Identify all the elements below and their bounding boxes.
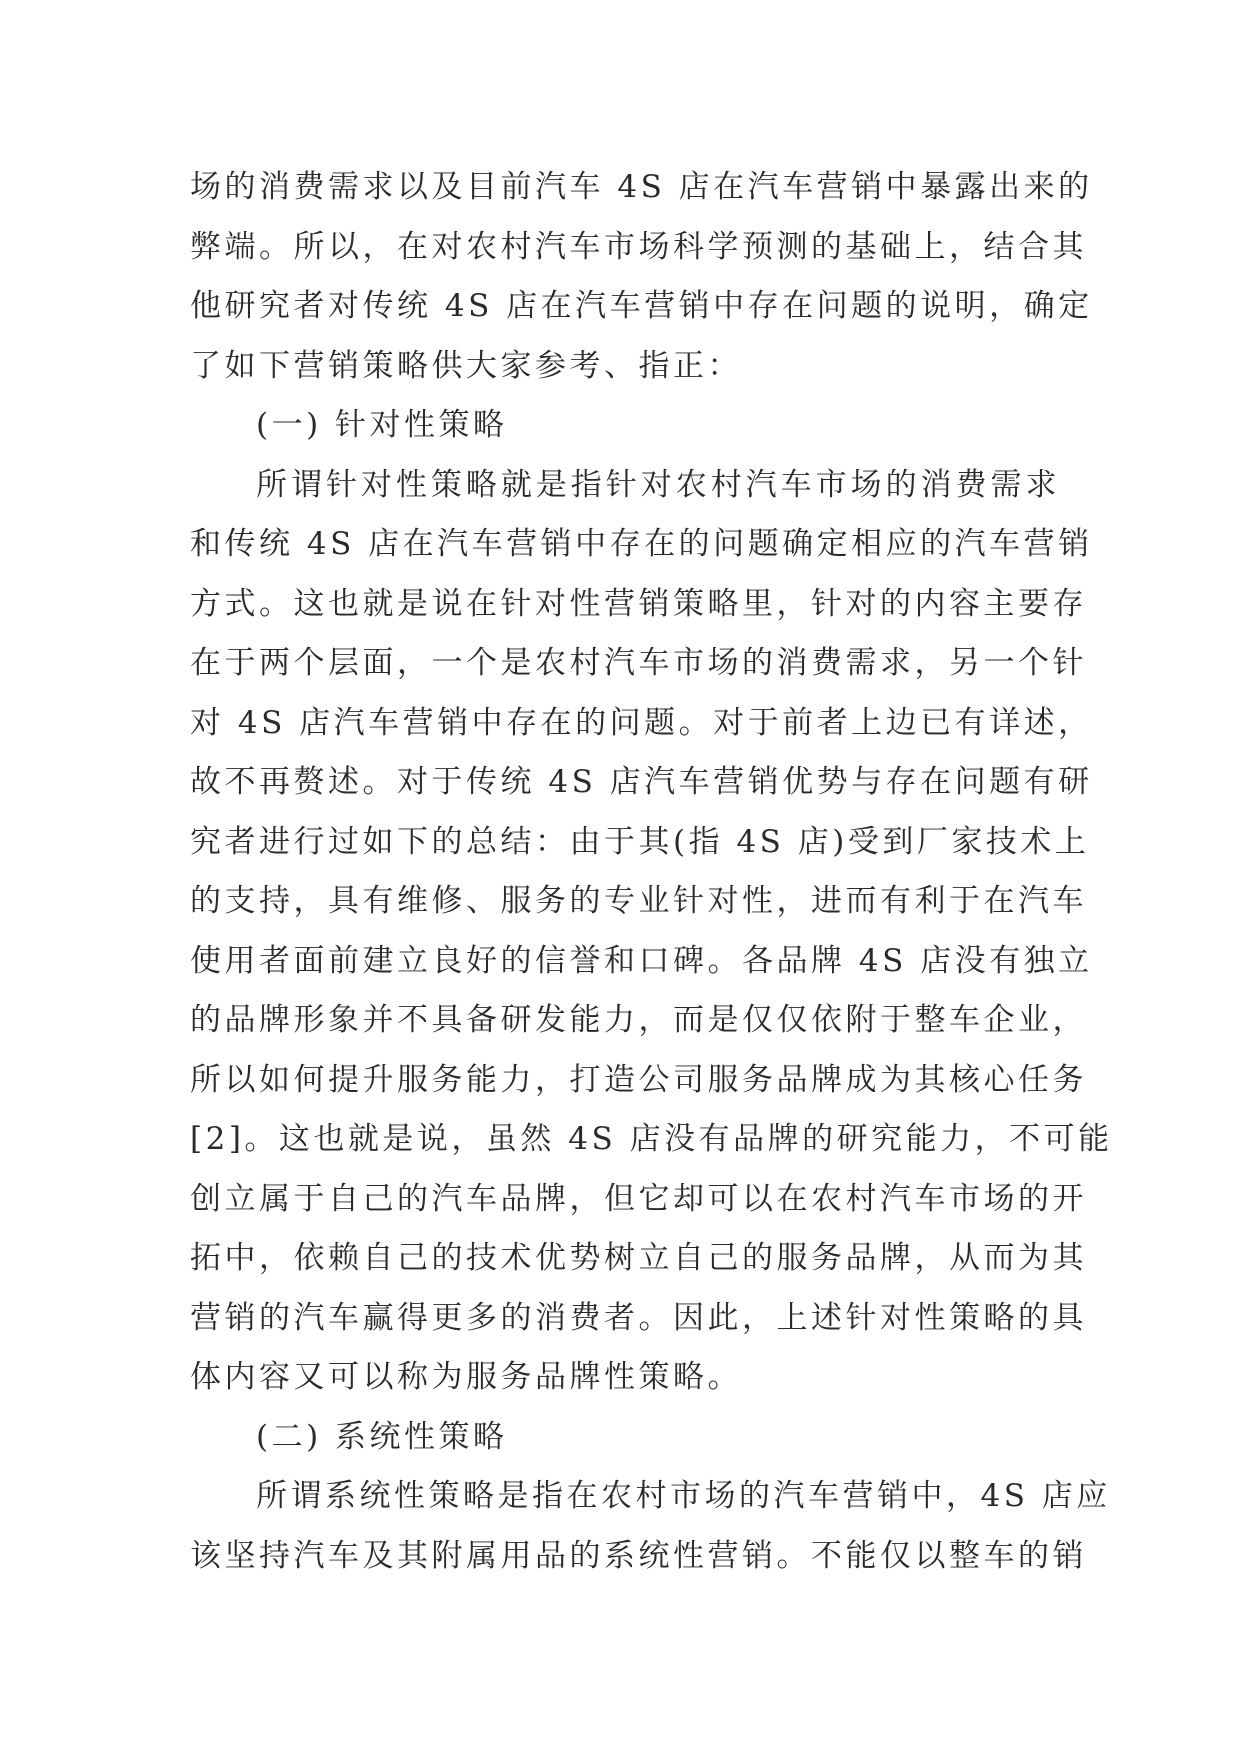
text-line: 他研究者对传统 4S 店在汽车营销中存在问题的说明，确定 xyxy=(190,288,1093,324)
text-line: 所以如何提升服务能力，打造公司服务品牌成为其核心任务 xyxy=(190,1061,1087,1098)
text-line: 营销的汽车赢得更多的消费者。因此，上述针对性策略的具 xyxy=(190,1299,1087,1336)
text-line: 方式。这也就是说在针对性营销策略里，针对的内容主要存 xyxy=(190,585,1087,622)
text-line: 对 4S 店汽车营销中存在的问题。对于前者上边已有详述， xyxy=(190,704,1093,741)
text-line: 创立属于自己的汽车品牌，但它却可以在农村汽车市场的开 xyxy=(190,1180,1087,1217)
paragraph-first-line: 所谓系统性策略是指在农村市场的汽车营销中，4S 店应 xyxy=(256,1478,1111,1514)
section-heading-1: (一) 针对性策略 xyxy=(256,407,508,443)
text-line: 该坚持汽车及其附属用品的系统性营销。不能仅以整车的销 xyxy=(190,1537,1087,1574)
text-line: 了如下营销策略供大家参考、指正： xyxy=(190,347,742,384)
text-line: 使用者面前建立良好的信誉和口碑。各品牌 4S 店没有独立 xyxy=(190,942,1093,979)
text-line: 和传统 4S 店在汽车营销中存在的问题确定相应的汽车营销 xyxy=(190,526,1093,562)
text-line: 拓中，依赖自己的技术优势树立自己的服务品牌，从而为其 xyxy=(190,1240,1087,1276)
text-line: 的品牌形象并不具备研发能力，而是仅仅依附于整车企业， xyxy=(190,1002,1087,1038)
paragraph-first-line: 所谓针对性策略就是指针对农村汽车市场的消费需求 xyxy=(256,466,1060,503)
text-line: 弊端。所以，在对农村汽车市场科学预测的基础上，结合其 xyxy=(190,228,1087,265)
section-heading-2: (二) 系统性策略 xyxy=(256,1418,508,1455)
text-line: 体内容又可以称为服务品牌性策略。 xyxy=(190,1359,742,1395)
text-line: 故不再赘述。对于传统 4S 店汽车营销优势与存在问题有研 xyxy=(190,764,1093,800)
text-line: 在于两个层面，一个是农村汽车市场的消费需求，另一个针 xyxy=(190,645,1087,681)
text-line: [2]。这也就是说，虽然 4S 店没有品牌的研究能力，不可能 xyxy=(190,1121,1113,1157)
document-body xyxy=(190,158,1113,1586)
text-line: 场的消费需求以及目前汽车 4S 店在汽车营销中暴露出来的 xyxy=(190,169,1093,205)
text-line: 的支持，具有维修、服务的专业针对性，进而有利于在汽车 xyxy=(190,883,1087,919)
text-line: 究者进行过如下的总结：由于其(指 4S 店)受到厂家技术上 xyxy=(190,823,1090,860)
